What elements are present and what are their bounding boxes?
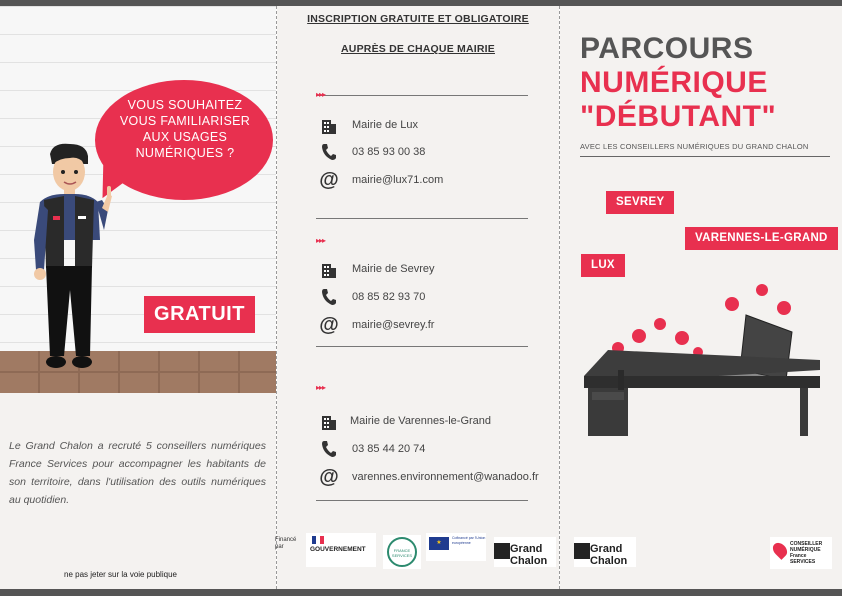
registration-subheading: AUPRÈS DE CHAQUE MAIRIE — [341, 43, 495, 55]
eu-text: Cofinancé par l'Union européenne — [452, 536, 486, 545]
french-flag-icon — [312, 536, 324, 544]
mairie-phone-row — [318, 286, 425, 308]
mairie-email[interactable]: mairie@lux71.com — [352, 174, 444, 186]
phone-icon — [318, 438, 340, 460]
desk-illustration — [580, 280, 830, 440]
mairie-email-row — [318, 169, 443, 191]
mairie-phone[interactable]: 03 85 44 20 74 — [352, 443, 426, 455]
location-pin-icon — [770, 540, 790, 560]
subtitle: AVEC LES CONSEILLERS NUMÉRIQUES DU GRAND CHALON — [580, 142, 809, 151]
tag-varennes: VARENNES-LE-GRAND — [685, 227, 838, 250]
arrows-decoration: ▸▸▸ — [316, 236, 326, 245]
mairie-phone-row — [318, 141, 425, 163]
building-icon — [318, 114, 340, 136]
financed-by-label: Financé par — [275, 537, 297, 550]
speech-bubble-text — [105, 97, 265, 161]
eu-flag-icon: ★ — [429, 537, 449, 550]
bubble-line: NUMÉRIQUES ? — [135, 146, 235, 160]
title-line-3: "DÉBUTANT" — [580, 100, 777, 133]
bubble-line: VOUS SOUHAITEZ — [127, 98, 243, 112]
bottom-bar — [0, 589, 842, 596]
separator-line — [316, 500, 528, 501]
intro-paragraph: Le Grand Chalon a recruté 5 conseillers numériques France Services pour accompagner les habitants de son territoire, dans l'utilisation des outils numériques au quotidien. — [9, 440, 266, 506]
mairie-phone[interactable]: 03 85 93 00 38 — [352, 146, 426, 158]
mairie-name: Mairie de Sevrey — [352, 263, 435, 275]
at-bubble-icon — [756, 284, 768, 296]
tag-lux: LUX — [581, 254, 625, 277]
gouvernement-text: GOUVERNEMENT — [310, 546, 366, 553]
mairie-email[interactable]: mairie@sevrey.fr — [352, 319, 435, 331]
grand-chalon-logo-text: Grand Chalon — [590, 543, 628, 567]
title-line-2: NUMÉRIQUE — [580, 66, 768, 99]
phone-icon — [318, 141, 340, 163]
at-sign-icon: @ — [319, 168, 339, 191]
arrows-decoration: ▸▸▸ — [316, 90, 326, 99]
eu-logo — [426, 533, 486, 561]
title-line-1: PARCOURS — [580, 32, 754, 65]
bubble-line: VOUS FAMILIARISER — [119, 114, 251, 128]
disclaimer-text: ne pas jeter sur la voie publique — [64, 570, 177, 579]
search-bubble-icon — [654, 318, 666, 330]
separator-line — [316, 95, 528, 96]
mairie-email[interactable]: varennes.environnement@wanadoo.fr — [352, 471, 539, 483]
building-icon — [318, 258, 340, 280]
conseiller-numerique-logo — [770, 537, 832, 569]
separator-line — [316, 218, 528, 219]
free-badge: GRATUIT — [144, 296, 255, 333]
bubble-line: AUX USAGES — [142, 130, 228, 144]
mairie-phone-row — [318, 438, 425, 460]
tag-sevrey: SEVREY — [606, 191, 674, 214]
location-bubble-icon — [675, 331, 689, 345]
phone-icon — [318, 286, 340, 308]
mairie-name: Mairie de Varennes-le-Grand — [350, 415, 492, 427]
wifi-bubble-icon — [725, 297, 739, 311]
arrows-decoration: ▸▸▸ — [316, 383, 326, 392]
mairie-name-row — [318, 258, 435, 280]
mairie-email-row — [318, 314, 434, 336]
grand-chalon-logo-text: Grand Chalon — [510, 543, 548, 567]
mairie-phone[interactable]: 08 85 82 93 70 — [352, 291, 426, 303]
separator-line — [316, 346, 528, 347]
chat-bubble-icon — [777, 301, 791, 315]
at-sign-icon: @ — [319, 313, 339, 336]
france-services-logo — [383, 535, 421, 569]
mairie-email-row — [318, 466, 539, 488]
at-sign-icon: @ — [319, 465, 339, 488]
france-services-text: FRANCE SERVICES — [391, 548, 413, 558]
grand-chalon-logo — [494, 537, 556, 567]
mairie-name: Mairie de Lux — [352, 119, 419, 131]
registration-heading: INSCRIPTION GRATUITE ET OBLIGATOIRE — [307, 13, 529, 25]
mairie-name-row — [318, 114, 418, 136]
subtitle-underline — [580, 156, 830, 157]
building-icon — [318, 410, 340, 432]
gouvernement-logo — [306, 533, 376, 567]
conseiller-numerique-text: CONSEILLER NUMÉRIQUE France SERVICES — [790, 541, 823, 565]
advisor-character-illustration — [18, 140, 118, 372]
grand-chalon-logo — [574, 537, 636, 567]
mairie-name-row — [318, 410, 491, 432]
lock-bubble-icon — [632, 329, 646, 343]
